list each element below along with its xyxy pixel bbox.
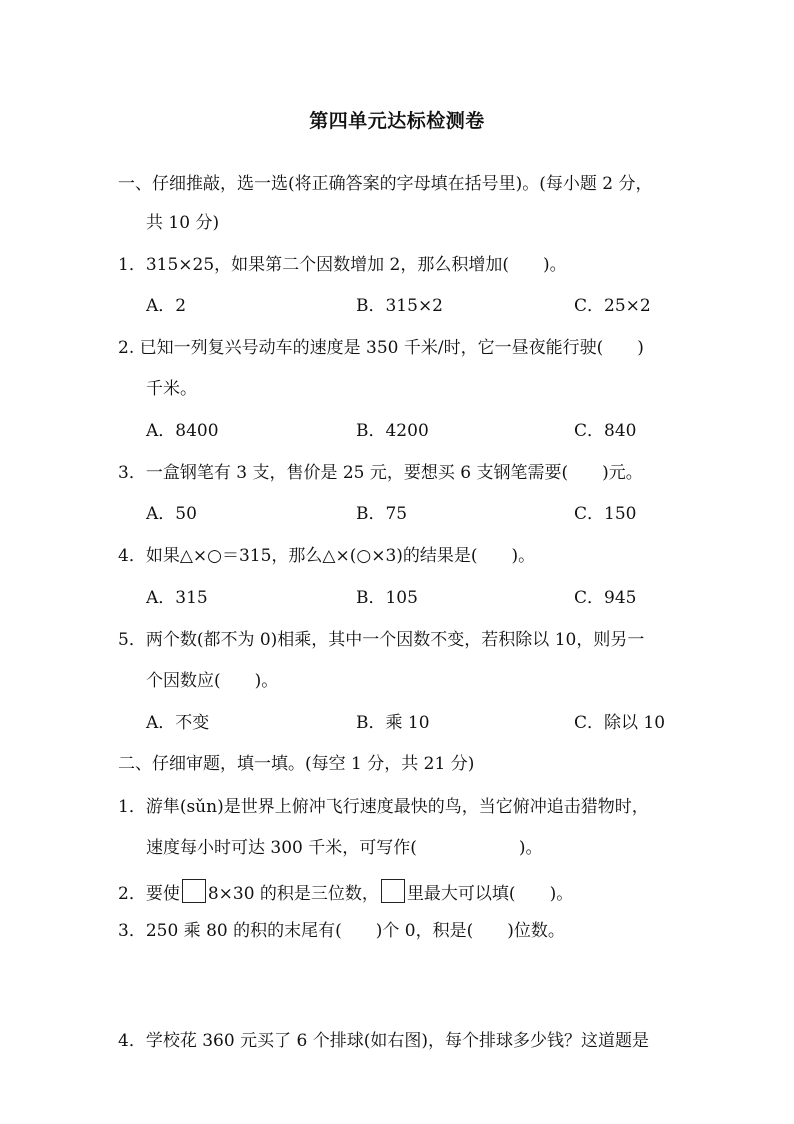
q1-4-option-c: C．945	[574, 588, 637, 608]
blank-box	[182, 879, 206, 903]
section1-heading-cont: 共 10 分)	[146, 213, 220, 233]
q1-4-option-b: B．105	[356, 588, 418, 608]
q1-1-option-a: A．2	[146, 296, 187, 316]
q1-2-option-b: B．4200	[356, 421, 429, 441]
q1-1-option-b: B．315×2	[356, 296, 444, 316]
q1-5-option-b: B．乘 10	[356, 713, 430, 733]
question-1-2: 2. 已知一列复兴号动车的速度是 350 千米/时，它一昼夜能行驶( )	[118, 338, 644, 358]
q1-5-option-c: C．除以 10	[574, 713, 666, 733]
question-1-1: 1．315×25，如果第二个因数增加 2，那么积增加( )。	[118, 255, 567, 275]
section2-heading: 二、仔细审题，填一填。(每空 1 分，共 21 分)	[118, 754, 475, 774]
section1-heading: 一、仔细推敲，选一选(将正确答案的字母填在括号里)。(每小题 2 分，	[118, 174, 653, 194]
q1-3-option-c: C．150	[574, 504, 637, 524]
question-1-3: 3．一盒钢笔有 3 支，售价是 25 元，要想买 6 支钢笔需要( )元。	[118, 463, 643, 483]
question-1-5: 5．两个数(都不为 0)相乘，其中一个因数不变，若积除以 10，则另一	[118, 630, 645, 650]
question-2-1-cont: 速度每小时可达 300 千米，可写作( )。	[146, 838, 543, 858]
q1-3-option-b: B．75	[356, 504, 408, 524]
question-1-2-cont: 千米。	[146, 379, 197, 399]
question-2-2-suffix: 里最大可以填( )。	[406, 884, 574, 904]
page-title: 第四单元达标检测卷	[309, 110, 485, 132]
q1-3-option-a: A．50	[146, 504, 197, 524]
question-2-2-prefix: 2．要使	[118, 884, 180, 904]
q1-5-option-a: A．不变	[146, 713, 210, 733]
q1-2-option-c: C．840	[574, 421, 637, 441]
question-1-5-cont: 个因数应( )。	[146, 671, 279, 691]
question-2-2-middle: 8×30 的积是三位数，	[207, 884, 379, 904]
q1-2-option-a: A．8400	[146, 421, 219, 441]
question-2-2	[118, 879, 573, 906]
question-1-4: 4．如果△×○＝315，那么△×(○×3)的结果是( )。	[118, 546, 536, 566]
q1-1-option-c: C．25×2	[574, 296, 651, 316]
question-2-4: 4．学校花 360 元买了 6 个排球(如右图)，每个排球多少钱？这道题是	[118, 1031, 649, 1051]
question-2-1: 1．游隼(sǔn)是世界上俯冲飞行速度最快的鸟，当它俯冲追击猎物时，	[118, 797, 649, 817]
q1-4-option-a: A．315	[146, 588, 208, 608]
blank-box	[381, 879, 405, 903]
question-2-3: 3．250 乘 80 的积的末尾有( )个 0，积是( )位数。	[118, 921, 565, 941]
